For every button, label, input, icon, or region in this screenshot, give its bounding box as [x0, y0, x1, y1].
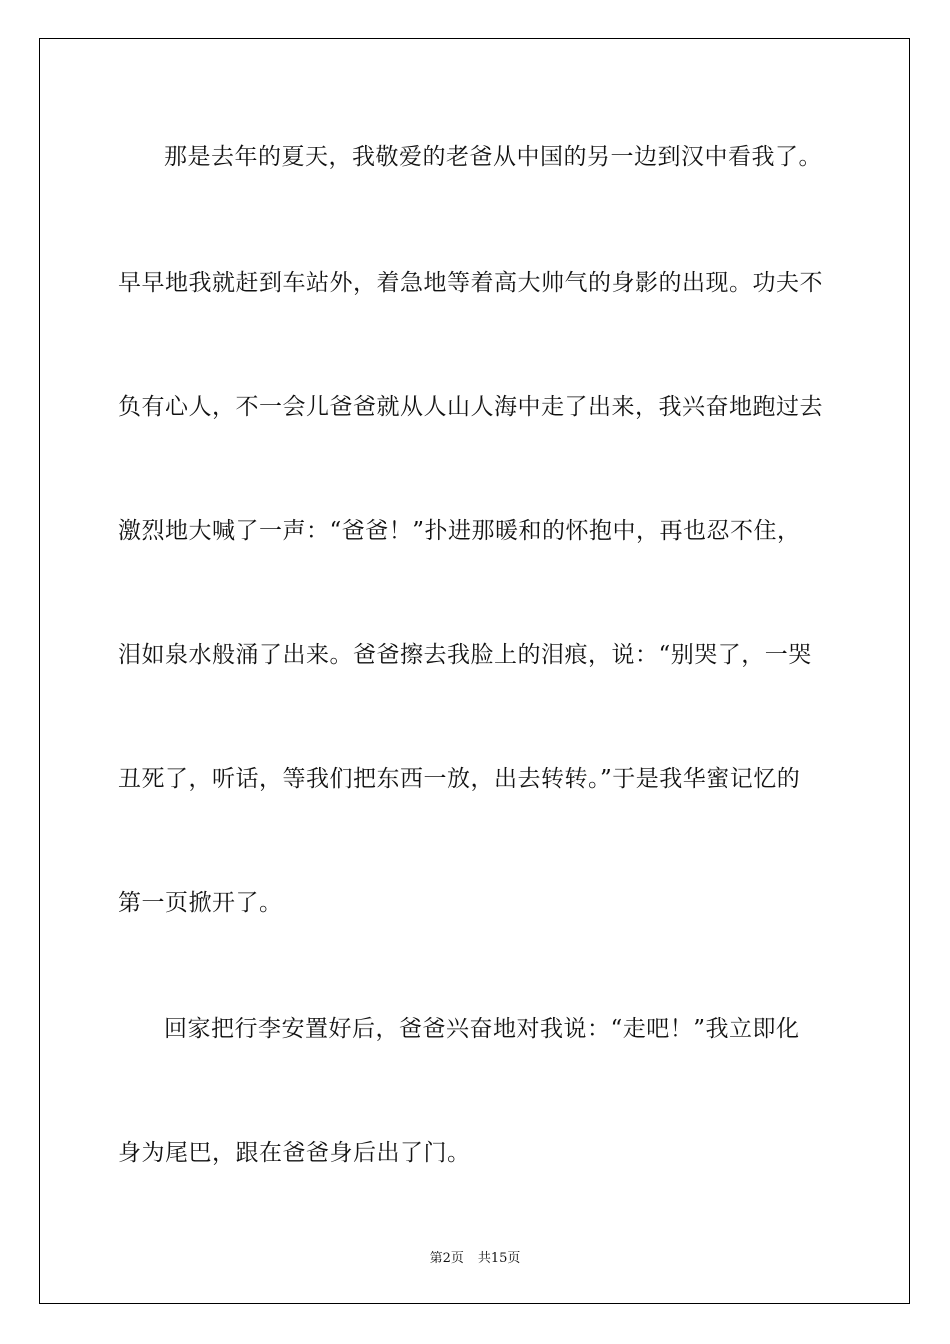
page-number: 第2页 — [429, 1251, 464, 1266]
text-line: 身为尾巴，跟在爸爸身后出了门。 — [118, 1140, 471, 1166]
text-line: 那是去年的夏天，我敬爱的老爸从中国的另一边到汉中看我了。 — [164, 144, 822, 170]
text-line: 泪如泉水般涌了出来。爸爸擦去我脸上的泪痕，说：“别哭了，一哭 — [118, 642, 812, 668]
text-line: 第一页掀开了。 — [118, 890, 283, 916]
page-total: 共15页 — [477, 1251, 521, 1266]
text-line: 丑死了，听话，等我们把东西一放，出去转转。”于是我华蜜记忆的 — [118, 766, 801, 792]
text-line: 负有心人，不一会儿爸爸就从人山人海中走了出来，我兴奋地跑过去 — [118, 394, 823, 420]
text-line: 回家把行李安置好后，爸爸兴奋地对我说：“走吧！”我立即化 — [164, 1016, 800, 1042]
text-line: 早早地我就赶到车站外，着急地等着高大帅气的身影的出现。功夫不 — [118, 270, 823, 296]
page-border — [39, 38, 910, 1304]
page-footer — [0, 1247, 950, 1266]
text-line: 激烈地大喊了一声：“爸爸！”扑进那暖和的怀抱中，再也忍不住， — [118, 518, 801, 544]
